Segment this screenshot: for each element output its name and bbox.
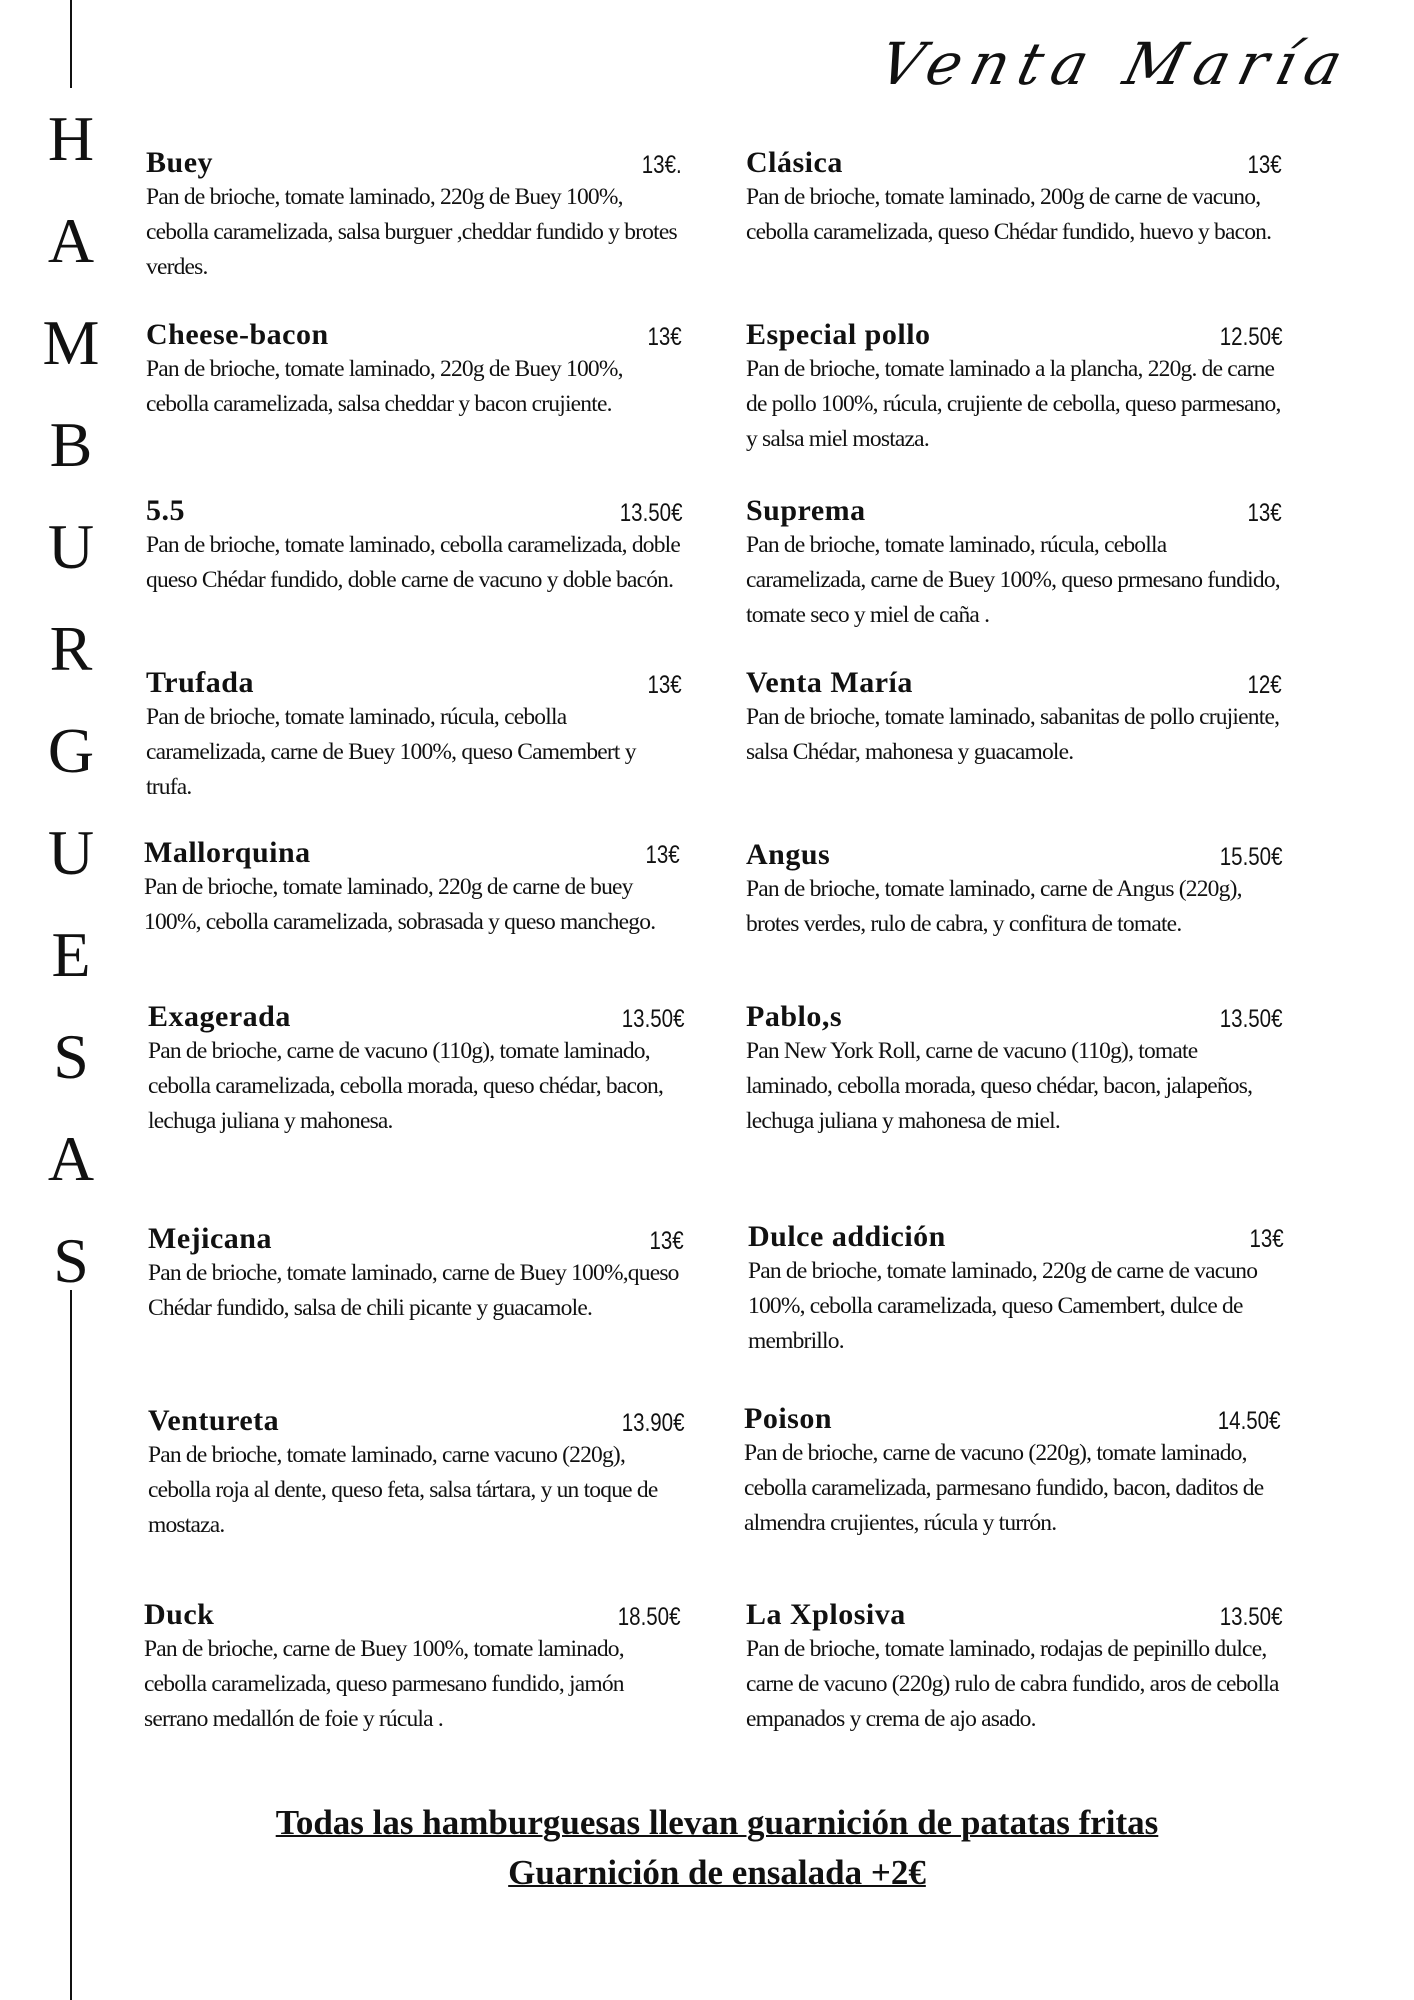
item-name: Buey [146,146,214,179]
menu-item-duck [144,1598,680,1737]
menu-item-ventureta [148,1404,684,1543]
item-description: Pan de brioche, tomate laminado, 220g de Buey 100%, cebolla caramelizada, salsa cheddar y bacon crujiente. [146,356,623,417]
item-description: Pan de brioche, tomate laminado, 220g de carne de buey 100%, cebolla caramelizada, sobrasada y queso manchego. [144,874,656,935]
menu-item-la-xplosiva [746,1598,1282,1737]
item-description: Pan New York Roll, carne de vacuno (110g), tomate laminado, cebolla morada, queso chédar, bacon, jalapeños, lechuga juliana y mahonesa de miel. [746,1038,1253,1134]
menu-item-pablos [746,1000,1282,1139]
item-price: 18.50€ [617,1603,680,1631]
title-letter: A [47,205,95,276]
item-name: Clásica [746,146,843,179]
title-letter: A [47,1123,95,1194]
item-description: Pan de brioche, tomate laminado, 200g de carne de vacuno, cebolla caramelizada, queso Chédar fundido, huevo y bacon. [746,184,1272,245]
menu-item-poison [744,1402,1280,1541]
item-name: Exagerada [148,1000,291,1033]
item-price: 15.50€ [1219,843,1282,871]
title-letter: R [49,613,93,684]
item-name: Mallorquina [144,836,311,869]
item-description: Pan de brioche, tomate laminado, cebolla caramelizada, doble queso Chédar fundido, doble carne de vacuno y doble bacón. [146,532,681,593]
item-price: 13.90€ [621,1409,684,1437]
item-name: Angus [746,838,831,871]
item-price: 12.50€ [1219,323,1282,351]
item-price: 12€ [1247,671,1282,699]
item-name: Especial pollo [746,318,931,351]
item-description: Pan de brioche, tomate laminado, carne de Angus (220g), brotes verdes, rulo de cabra, y confitura de tomate. [746,876,1242,937]
title-letter: U [47,511,95,582]
menu-item-buey [146,146,682,285]
title-letter: M [42,307,100,378]
menu-item-exagerada [148,1000,684,1139]
item-name: Poison [744,1402,833,1435]
item-description: Pan de brioche, carne de Buey 100%, tomate laminado, cebolla caramelizada, queso parmesano fundido, jamón serrano medallón de foie y rúcula . [144,1636,624,1732]
menu-item-venta-maria [746,666,1282,770]
title-letter: B [49,409,93,480]
item-price: 14.50€ [1217,1407,1280,1435]
item-price: 13€. [642,151,682,179]
item-description: Pan de brioche, tomate laminado, carne vacuno (220g), cebolla roja al dente, queso feta, salsa tártara, y un toque de mostaza. [148,1442,658,1538]
menu-item-cheese-bacon [146,318,682,422]
title-letter: U [47,817,95,888]
left-rule-top [70,0,72,88]
item-name: Trufada [146,666,254,699]
item-name: Dulce addición [748,1220,946,1253]
menu-item-mallorquina [144,836,680,940]
footer-garnish-note: Todas las hamburguesas llevan guarnición de patatas fritas [275,1803,1159,1842]
item-description: Pan de brioche, tomate laminado, 220g de Buey 100%, cebolla caramelizada, salsa burguer ,cheddar fundido y brotes verdes. [146,184,677,280]
title-letter: H [47,103,95,174]
item-description: Pan de brioche, tomate laminado, 220g de carne de vacuno 100%, cebolla caramelizada, queso Camembert, dulce de membrillo. [748,1258,1258,1354]
item-name: Duck [144,1598,215,1631]
item-name: Cheese-bacon [146,318,329,351]
item-price: 13.50€ [619,499,682,527]
menu-item-suprema [746,494,1282,633]
item-price: 13.50€ [1219,1005,1282,1033]
item-name: Suprema [746,494,866,527]
item-price: 13€ [647,671,682,699]
item-price: 13€ [649,1227,684,1255]
item-description: Pan de brioche, tomate laminado, rodajas de pepinillo dulce, carne de vacuno (220g) rulo de cabra fundido, aros de cebolla empanados y crema de ajo asado. [746,1636,1279,1732]
item-price: 13€ [1249,1225,1284,1253]
item-name: 5.5 [146,494,185,527]
title-letter: E [51,919,91,990]
item-price: 13€ [1247,151,1282,179]
item-name: Mejicana [148,1222,272,1255]
menu-item-especial-pollo [746,318,1282,457]
item-name: La Xplosiva [746,1598,906,1631]
item-description: Pan de brioche, carne de vacuno (110g), tomate laminado, cebolla caramelizada, cebolla morada, queso chédar, bacon, lechuga juliana y mahonesa. [148,1038,664,1134]
item-name: Venta María [746,666,913,699]
footer-salad-note: Guarnición de ensalada +2€ [508,1853,926,1892]
item-description: Pan de brioche, tomate laminado, carne de Buey 100%,queso Chédar fundido, salsa de chili picante y guacamole. [148,1260,679,1321]
title-letter: S [53,1021,89,1092]
title-letter: G [47,715,95,786]
item-price: 13€ [647,323,682,351]
item-description: Pan de brioche, tomate laminado a la plancha, 220g. de carne de pollo 100%, rúcula, crujiente de cebolla, queso parmesano, y salsa miel mostaza. [746,356,1281,452]
item-description: Pan de brioche, carne de vacuno (220g), tomate laminado, cebolla caramelizada, parmesano fundido, bacon, daditos de almendra crujientes, rúcula y turrón. [744,1440,1264,1536]
title-letter: S [53,1225,89,1296]
item-name: Pablo,s [746,1000,843,1033]
item-price: 13.50€ [621,1005,684,1033]
menu-item-dulce-addicion [748,1220,1284,1359]
item-description: Pan de brioche, tomate laminado, rúcula, cebolla caramelizada, carne de Buey 100%, queso Camembert y trufa. [146,704,636,800]
item-price: 13.50€ [1219,1603,1282,1631]
brand-logo: Venta María [872,30,1359,98]
menu-item-clasica [746,146,1282,250]
item-name: Ventureta [148,1404,280,1437]
section-title-vertical [40,88,102,1312]
menu-item-5-5 [146,494,682,598]
item-description: Pan de brioche, tomate laminado, rúcula, cebolla caramelizada, carne de Buey 100%, queso prmesano fundido, tomate seco y miel de caña . [746,532,1280,628]
menu-item-angus [746,838,1282,942]
menu-item-trufada [146,666,682,805]
menu-item-mejicana [148,1222,684,1326]
item-description: Pan de brioche, tomate laminado, sabanitas de pollo crujiente, salsa Chédar, mahonesa y guacamole. [746,704,1280,765]
item-price: 13€ [645,841,680,869]
item-price: 13€ [1247,499,1282,527]
left-rule-bottom [70,1290,72,2000]
footer-notes [120,1798,1314,1898]
